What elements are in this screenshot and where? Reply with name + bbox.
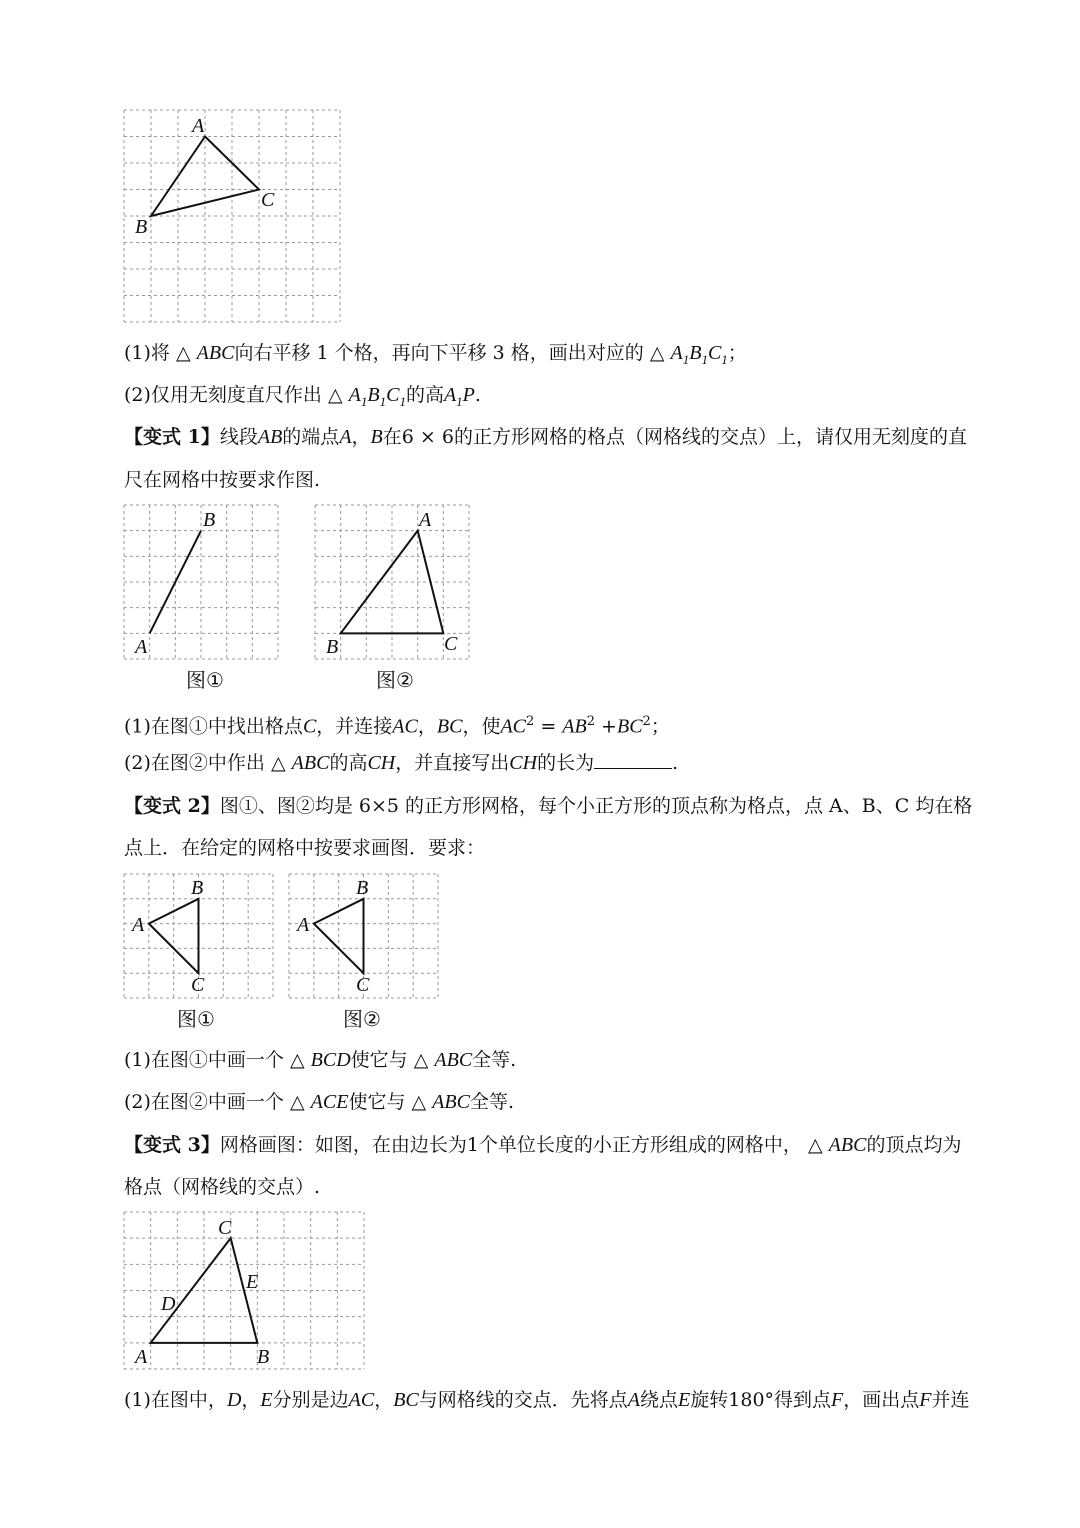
question-2: (2)仅用无刻度直尺作出 △ $A_1B_1C_1$的高$A_1P$. [124, 384, 481, 409]
variant-3-line-1: 【变式 3】网格画图：如图，在由边长为1个单位长度的小正方形组成的网格中， △ ABC的顶点均为 [124, 1134, 962, 1156]
label-a: A [135, 636, 148, 658]
label-d: D [161, 1293, 176, 1315]
label-a: A [297, 914, 310, 936]
caption-fig-1: 图① [186, 668, 224, 692]
label-a: A [192, 115, 205, 137]
variant-1-line-1: 【变式 1】线段AB的端点A，B在6 × 6的正方形网格的格点（网格线的交点）上，请仅用无刻度的直 [124, 426, 967, 448]
label-b: B [203, 509, 216, 531]
label-c: C [218, 1217, 232, 1239]
variant-3-question-1: (1)在图中，D，E分别是边AC，BC与网格线的交点．先将点A绕点E旋转180°得到点F，画出点F并连 [124, 1389, 970, 1411]
question-1: (1)将 △ ABC向右平移 1 个格，再向下平移 3 格，画出对应的 △ $A_1B_1C_1$； [124, 342, 747, 367]
label-a: A [419, 509, 432, 531]
variant-1-line-2: 尺在网格中按要求作图. [124, 469, 321, 491]
label-b: B [356, 877, 369, 899]
label-b: B [257, 1346, 270, 1368]
label-c: C [356, 974, 370, 996]
label-c: C [261, 189, 275, 211]
variant-2-question-2: (2)在图②中画一个 △ ACE使它与 △ ABC全等. [124, 1091, 514, 1113]
variant-2-line-2: 点上．在给定的网格中按要求画图．要求： [124, 837, 486, 859]
label-e: E [246, 1271, 259, 1293]
caption-fig-2: 图② [376, 668, 414, 692]
variant-2-question-1: (1)在图①中画一个 △ BCD使它与 △ ABC全等. [124, 1049, 517, 1071]
variant-1-question-1: (1)在图①中找出格点C，并连接AC，BC，使$AC^2 = AB^2 +BC^2$； [124, 714, 670, 738]
label-b: B [135, 216, 148, 238]
figure-v3 [124, 1212, 364, 1369]
figure-v2-a [124, 874, 273, 998]
figure-v1-b [315, 505, 469, 659]
answer-blank[interactable] [594, 750, 672, 769]
figure-v1-a [124, 505, 278, 659]
variant-3-line-2: 格点（网格线的交点）. [124, 1176, 321, 1198]
label-b: B [191, 877, 204, 899]
label-b: B [326, 636, 339, 658]
caption-fig-2: 图② [343, 1007, 381, 1031]
figure-abc-grid [124, 110, 340, 322]
label-c: C [191, 974, 205, 996]
label-a: A [135, 1346, 148, 1368]
caption-fig-1: 图① [177, 1007, 215, 1031]
label-c: C [444, 633, 458, 655]
figure-v2-b [289, 874, 438, 998]
label-a: A [132, 914, 145, 936]
triangle-abc [341, 531, 444, 634]
segment-ab [150, 531, 201, 634]
variant-2-line-1: 【变式 2】图①、图②均是 6×5 的正方形网格，每个小正方形的顶点称为格点，点 A、B、C 均在格 [124, 795, 973, 817]
variant-1-question-2: (2)在图②中作出 △ ABC的高CH，并直接写出CH的长为 . [124, 752, 679, 774]
